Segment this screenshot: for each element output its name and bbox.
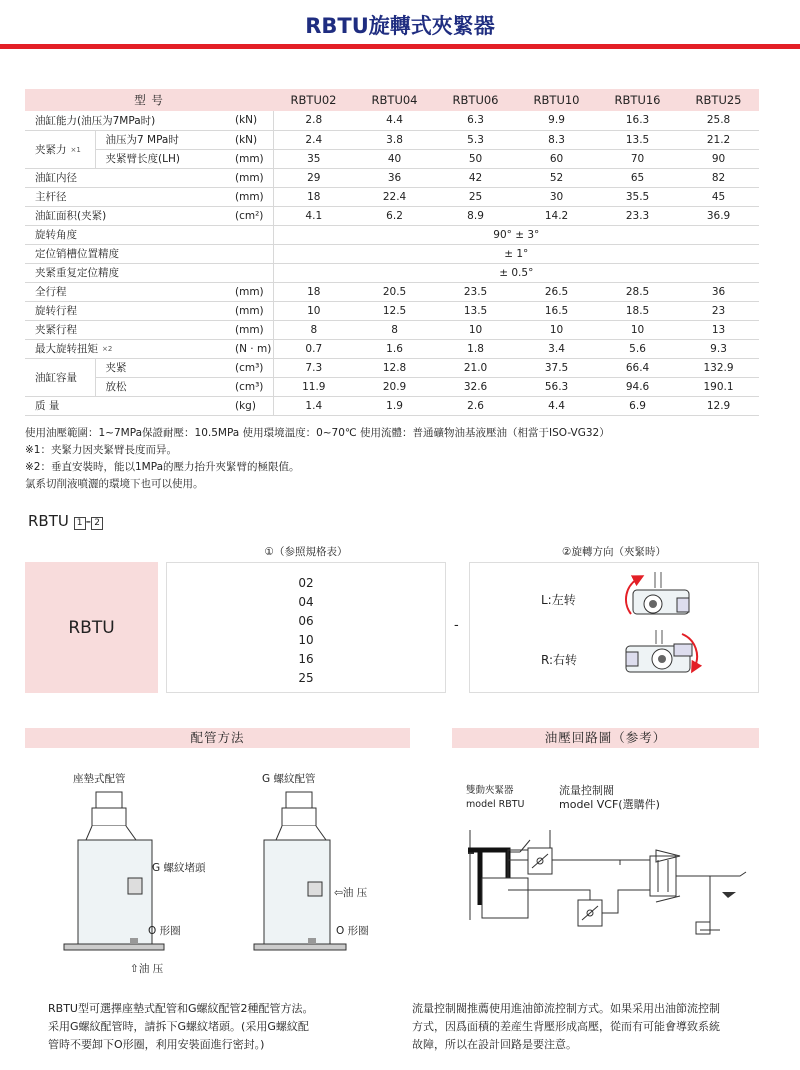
model-code-sep: - <box>85 512 92 530</box>
spec-value: 52 <box>516 168 597 187</box>
spec-value: 3.4 <box>516 339 597 358</box>
hydraulic-circuit <box>460 810 760 940</box>
g-plug-label: G 螺紋堵頭 <box>152 862 206 874</box>
spec-row-label: 最大旋转扭矩 ×2 <box>25 339 235 358</box>
spec-row-label: 定位销槽位置精度 <box>25 244 235 263</box>
spec-table <box>25 89 759 416</box>
spec-row-label: 油缸面积(夹紧) <box>25 206 235 225</box>
spec-row-unit: (cm²) <box>235 206 273 225</box>
size-option: 16 <box>298 652 314 666</box>
spec-value: 18 <box>273 187 354 206</box>
spec-row-label: 旋转角度 <box>25 225 235 244</box>
spec-value: 1.9 <box>354 396 435 415</box>
spec-value: 35.5 <box>597 187 678 206</box>
spec-value: 132.9 <box>678 358 759 377</box>
spec-value: 10 <box>597 320 678 339</box>
spec-value: 65 <box>597 168 678 187</box>
spec-row-sublabel: 夹紧臂长度(LH) <box>95 149 235 168</box>
model-header: RBTU25 <box>678 89 759 111</box>
spec-row-label: 质 量 <box>25 396 235 415</box>
spec-value: 10 <box>273 301 354 320</box>
ordering-caption-size: ①（参照規格表） <box>264 546 348 558</box>
spec-row-area <box>25 206 759 225</box>
spec-row-unit: (mm) <box>235 187 273 206</box>
spec-value: 36 <box>678 282 759 301</box>
spec-value: 29 <box>273 168 354 187</box>
spec-row-unit: (N · m) <box>235 339 273 358</box>
spec-value: 36 <box>354 168 435 187</box>
spec-row-unit: (mm) <box>235 282 273 301</box>
ordering-size-list <box>166 562 446 693</box>
spec-value: 0.7 <box>273 339 354 358</box>
model-code-prefix: RBTU <box>28 512 69 530</box>
spec-row-vol_clamp <box>25 358 759 377</box>
spec-value: 90° ± 3° <box>273 225 759 244</box>
spec-row-unit: (kN) <box>235 130 273 149</box>
spec-row-unit: (cm³) <box>235 358 273 377</box>
page-title: RBTU旋轉式夾緊器 <box>305 14 495 38</box>
spec-value: 3.8 <box>354 130 435 149</box>
spec-row-sublabel: 夹紧 <box>95 358 235 377</box>
spec-value: 6.3 <box>435 111 516 130</box>
size-option: 04 <box>298 595 314 609</box>
spec-row-repeat <box>25 263 759 282</box>
spec-value: 60 <box>516 149 597 168</box>
thread-piping-title: G 螺紋配管 <box>262 773 316 785</box>
size-option: 25 <box>298 671 314 685</box>
spec-value: 13.5 <box>435 301 516 320</box>
spec-value: 28.5 <box>597 282 678 301</box>
spec-value: 1.6 <box>354 339 435 358</box>
spec-value: 18 <box>273 282 354 301</box>
spec-row-rot_stroke <box>25 301 759 320</box>
oring-left-label: O 形圈 <box>148 925 181 937</box>
spec-row-label: 油缸能力(油压为7MPa时) <box>25 111 235 130</box>
rotation-left-label: L:左转 <box>541 593 576 607</box>
spec-value: 4.4 <box>354 111 435 130</box>
spec-row-unit: (kN) <box>235 111 273 130</box>
notes <box>25 425 610 493</box>
spec-group-label: 夹紧力 ×1 <box>25 130 95 168</box>
note-line: ※2：垂直安裝時，能以1MPa的壓力抬升夾緊臂的極限值。 <box>25 461 300 473</box>
spec-row-angle <box>25 225 759 244</box>
model-header: RBTU10 <box>516 89 597 111</box>
spec-value: 190.1 <box>678 377 759 396</box>
model-header-label: 型 号 <box>25 89 273 111</box>
spec-value: 37.5 <box>516 358 597 377</box>
spec-value: 16.3 <box>597 111 678 130</box>
spec-row-label: 主杆径 <box>25 187 235 206</box>
spec-row-sublabel: 放松 <box>95 377 235 396</box>
spec-value: 22.4 <box>354 187 435 206</box>
piping-section-header: 配管方法 <box>25 728 410 748</box>
spec-value: 7.3 <box>273 358 354 377</box>
ordering-rotation-box <box>469 562 759 693</box>
spec-row-clamp_7mpa <box>25 130 759 149</box>
spec-value: 13.5 <box>597 130 678 149</box>
spec-value: 66.4 <box>597 358 678 377</box>
spec-value: 13 <box>678 320 759 339</box>
spec-value: 20.5 <box>354 282 435 301</box>
spec-value: 30 <box>516 187 597 206</box>
note-line: 氯系切削液噴灑的環境下也可以使用。 <box>25 478 204 490</box>
spec-value: 20.9 <box>354 377 435 396</box>
spec-value: 14.2 <box>516 206 597 225</box>
spec-value: 94.6 <box>597 377 678 396</box>
spec-value: 35 <box>273 149 354 168</box>
circuit-section-header: 油壓回路圖（参考） <box>452 728 759 748</box>
spec-row-arm_len <box>25 149 759 168</box>
spec-row-unit: (mm) <box>235 149 273 168</box>
spec-value: 1.4 <box>273 396 354 415</box>
spec-value: ± 0.5° <box>273 263 759 282</box>
model-header: RBTU16 <box>597 89 678 111</box>
spec-row-rod <box>25 187 759 206</box>
spec-value: 8 <box>273 320 354 339</box>
spec-row-label: 油缸内径 <box>25 168 235 187</box>
model-header: RBTU04 <box>354 89 435 111</box>
spec-value: 4.1 <box>273 206 354 225</box>
circuit-valve-label: 流量控制閥 model VCF(選購件) <box>559 784 660 811</box>
spec-value: 6.9 <box>597 396 678 415</box>
spec-value: 50 <box>435 149 516 168</box>
spec-value: 10 <box>435 320 516 339</box>
spec-row-mass <box>25 396 759 415</box>
spec-value: 26.5 <box>516 282 597 301</box>
spec-value: 2.4 <box>273 130 354 149</box>
spec-value: 10 <box>516 320 597 339</box>
spec-row-torque <box>25 339 759 358</box>
spec-value: 18.5 <box>597 301 678 320</box>
spec-value: 8.9 <box>435 206 516 225</box>
spec-value: 56.3 <box>516 377 597 396</box>
model-code-box-2: 2 <box>91 517 103 530</box>
spec-value: 12.5 <box>354 301 435 320</box>
ordering-caption-rotation: ②旋轉方向（夾緊時） <box>562 546 666 558</box>
title-rule <box>0 44 800 49</box>
spec-value: 6.2 <box>354 206 435 225</box>
note-line: 使用油壓範圍：1~7MPa保證耐壓：10.5MPa 使用環境溫度：0~70℃ 使用流體：普通礦物油基液壓油（相當于ISO-VG32） <box>25 427 610 439</box>
circuit-clamp-label: 雙動夾緊器 model RBTU <box>466 785 525 810</box>
size-option: 02 <box>298 576 314 590</box>
spec-value: 40 <box>354 149 435 168</box>
spec-row-unit: (mm) <box>235 301 273 320</box>
spec-value: 2.8 <box>273 111 354 130</box>
circuit-description: 流量控制閥推薦使用進油節流控制方式。如果采用出油節流控制 方式，因爲面積的差産生背壓形成高壓，從而有可能會導致系統 故障，所以在設計回路是要注意。 <box>412 1002 720 1051</box>
model-header: RBTU06 <box>435 89 516 111</box>
spec-value: 45 <box>678 187 759 206</box>
spec-row-label: 全行程 <box>25 282 235 301</box>
spec-row-unit: (kg) <box>235 396 273 415</box>
spec-value: 90 <box>678 149 759 168</box>
note-line: ※1：夹緊力因夹緊臂長度而异。 <box>25 444 177 456</box>
spec-value: 1.8 <box>435 339 516 358</box>
spec-value: 21.0 <box>435 358 516 377</box>
spec-value: 25 <box>435 187 516 206</box>
spec-value: 21.2 <box>678 130 759 149</box>
spec-value: 9.9 <box>516 111 597 130</box>
spec-row-pin <box>25 244 759 263</box>
spec-header-row <box>25 89 759 111</box>
model-code-box-1: 1 <box>74 517 86 530</box>
spec-row-clamp_stroke <box>25 320 759 339</box>
spec-row-unit: (cm³) <box>235 377 273 396</box>
spec-value: 9.3 <box>678 339 759 358</box>
spec-value: 8.3 <box>516 130 597 149</box>
spec-row-label: 夹紧行程 <box>25 320 235 339</box>
spec-value: 23 <box>678 301 759 320</box>
spec-row-stroke <box>25 282 759 301</box>
spec-row-label: 旋转行程 <box>25 301 235 320</box>
ordering-base-model: RBTU <box>25 562 158 693</box>
spec-value: 12.8 <box>354 358 435 377</box>
spec-value: 23.5 <box>435 282 516 301</box>
spec-group-label: 油缸容量 <box>25 358 95 396</box>
model-code <box>28 512 103 530</box>
size-option: 10 <box>298 633 314 647</box>
spec-value: 4.4 <box>516 396 597 415</box>
spec-value: 8 <box>354 320 435 339</box>
spec-value: 82 <box>678 168 759 187</box>
size-option: 06 <box>298 614 314 628</box>
spec-value: 36.9 <box>678 206 759 225</box>
rotation-left-illustration <box>615 570 695 630</box>
oil-inlet-label: ⇦油 压 <box>334 887 368 899</box>
spec-value: 12.9 <box>678 396 759 415</box>
ordering-dash: - <box>454 618 459 633</box>
piping-description: RBTU型可選擇座墊式配管和G螺紋配管2種配管方法。 采用G螺紋配管時，請拆下G螺紋堵頭。(采用G螺紋配 管時不要卸下O形圈，利用安裝面進行密封。) <box>48 1002 314 1051</box>
spec-value: ± 1° <box>273 244 759 263</box>
oil-bottom-label: ⇧油 压 <box>130 963 164 975</box>
spec-row-sublabel: 油压为7 MPa时 <box>95 130 235 149</box>
spec-row-cyl_force <box>25 111 759 130</box>
spec-value: 42 <box>435 168 516 187</box>
spec-value: 5.6 <box>597 339 678 358</box>
oring-right-label: O 形圈 <box>336 925 369 937</box>
rotation-right-label: R:右转 <box>541 653 578 667</box>
spec-row-unit: (mm) <box>235 168 273 187</box>
spec-value: 5.3 <box>435 130 516 149</box>
spec-row-bore <box>25 168 759 187</box>
seat-piping-title: 座墊式配管 <box>73 773 126 785</box>
spec-row-unit: (mm) <box>235 320 273 339</box>
model-header: RBTU02 <box>273 89 354 111</box>
rotation-right-illustration <box>622 628 702 686</box>
spec-value: 23.3 <box>597 206 678 225</box>
spec-value: 16.5 <box>516 301 597 320</box>
spec-value: 32.6 <box>435 377 516 396</box>
spec-value: 25.8 <box>678 111 759 130</box>
spec-value: 70 <box>597 149 678 168</box>
spec-value: 11.9 <box>273 377 354 396</box>
spec-value: 2.6 <box>435 396 516 415</box>
spec-row-vol_release <box>25 377 759 396</box>
spec-row-label: 夹紧重复定位精度 <box>25 263 235 282</box>
